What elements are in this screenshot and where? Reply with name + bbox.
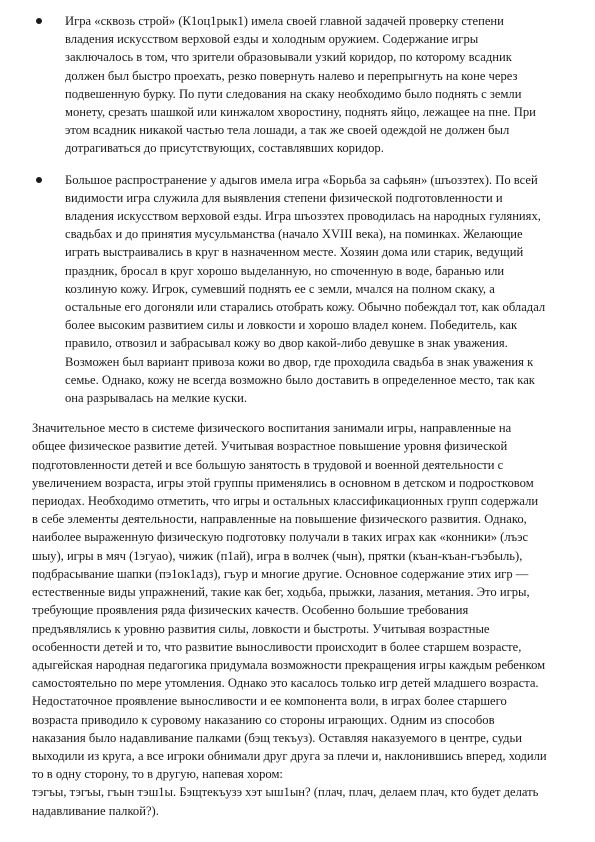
bullet-item-2 bbox=[32, 171, 547, 408]
bullet-text-1: Игра «сквозь строй» (К1оц1рык1) имела своей главной задачей проверку степени владения искусством верховой езды и холодным оружием. Содержание игры заключалось в том, что зрители образовывали узкий коридор, по которому всадник должен был быстро проехать, резко повернуть налево и перепрыгнуть на коне через подвешенную бурку. По пути следования на скаку необходимо было поднять с земли монету, срезать шашкой или кинжалом хворостину, поднять яйцо, лежащее на пне. При этом всадник никакой частью тела лошади, а так же своей одеждой не должен был дотрагиваться до присутствующих, составлявших коридор. bbox=[65, 14, 536, 156]
bullet-list bbox=[32, 12, 547, 407]
bullet-icon bbox=[36, 18, 42, 24]
body-paragraph: Значительное место в системе физического воспитания занимали игры, направленные на общее физическое развитие детей. Учитывая возрастное повышение уровня физической подготовленности детей и все большую занятость в трудовой и военной деятельности с увеличением возраста, игры этой группы применялись в основном в детском и подростковом периодах. Необходимо отметить, что игры и остальных классификационных групп содержали в себе элементы деятельности, направленные на повышение физического развития. Однако, наиболее выраженную физическую подготовку получали в таких играх как «конники» (лъэс шыу), игры в мяч (1эгуао), чижик (п1ай), игра в волчек (чын), прятки (къан-къан-гъэбыль), подбрасывание шапки (пэ1ок1адз), гъур и многие другие. Основное содержание этих игр — естественные виды упражнений, такие как бег, ходьба, прыжки, лазания, метания. Это игры, требующие проявления ряда физических качеств. Особенно большие требования предъявлялись к уровню развития силы, ловкости и быстроты. Учитывая возрастные особенности детей и то, что развитие выносливости происходит в более старшем возрасте, адыгейская народная педагогика придумала возможности прекращения игры каждым ребенком самостоятельно по мере утомления. Однако это касалось только игр детей младшего возраста. Недостаточное проявление выносливости и ее компонента воли, в играх более старшего возраста приводило к суровому наказанию со стороны играющих. Одним из способов наказания было надавливание палками (бэщ текъуз). Оставляя наказуемого в центре, судьи выходили из круга, а все игроки обнимали друг друга за плечи и, наклонившись вперед, ходили то в одну сторону, то в другую, напевая хором: тэгъы, тэгъы, гъын тэш1ы. Бэщтекъузэ хэт ыш1ын? (плач, плач, делаем плач, кто будет делать надавливание палкой?). bbox=[32, 421, 547, 818]
bullet-icon bbox=[36, 177, 42, 183]
bullet-item-1 bbox=[32, 12, 547, 158]
bullet-text-2: Большое распространение у адыгов имела игра «Борьба за сафьян» (шъозэтех). По всей видимости игра служила для выявления степени физической подготовленности и владения искусством верховой езды. Игра шъозэтех проводилась на народных гуляниях, свадьбах и до принятия мусульманства (начало XVIII века), на поминках. Желающие играть выстраивались в круг в назначенном месте. Хозяин дома или старик, ведущий праздник, бросал в круг хорошо выделанную, но сmоченную в воде, баранью или козлиную кожу. Игрок, сумевший поднять ее с земли, мчался на полном скаку, а остальные его догоняли или старались отобрать кожу. Обычно побеждал тот, как обладал более высоким развитием силы и ловкости и хорошо владел конем. Победитель, как правило, отвозил и забрасывал кожу во двор какой-либо девушке в знак уважения. Возможен был вариант привоза кожи во двор, где проходила свадьба в знак уважения к семье. Однако, кожу не всегда возможно было доставить в определенное место, так как она разрывалась на мелкие куски. bbox=[65, 172, 546, 406]
